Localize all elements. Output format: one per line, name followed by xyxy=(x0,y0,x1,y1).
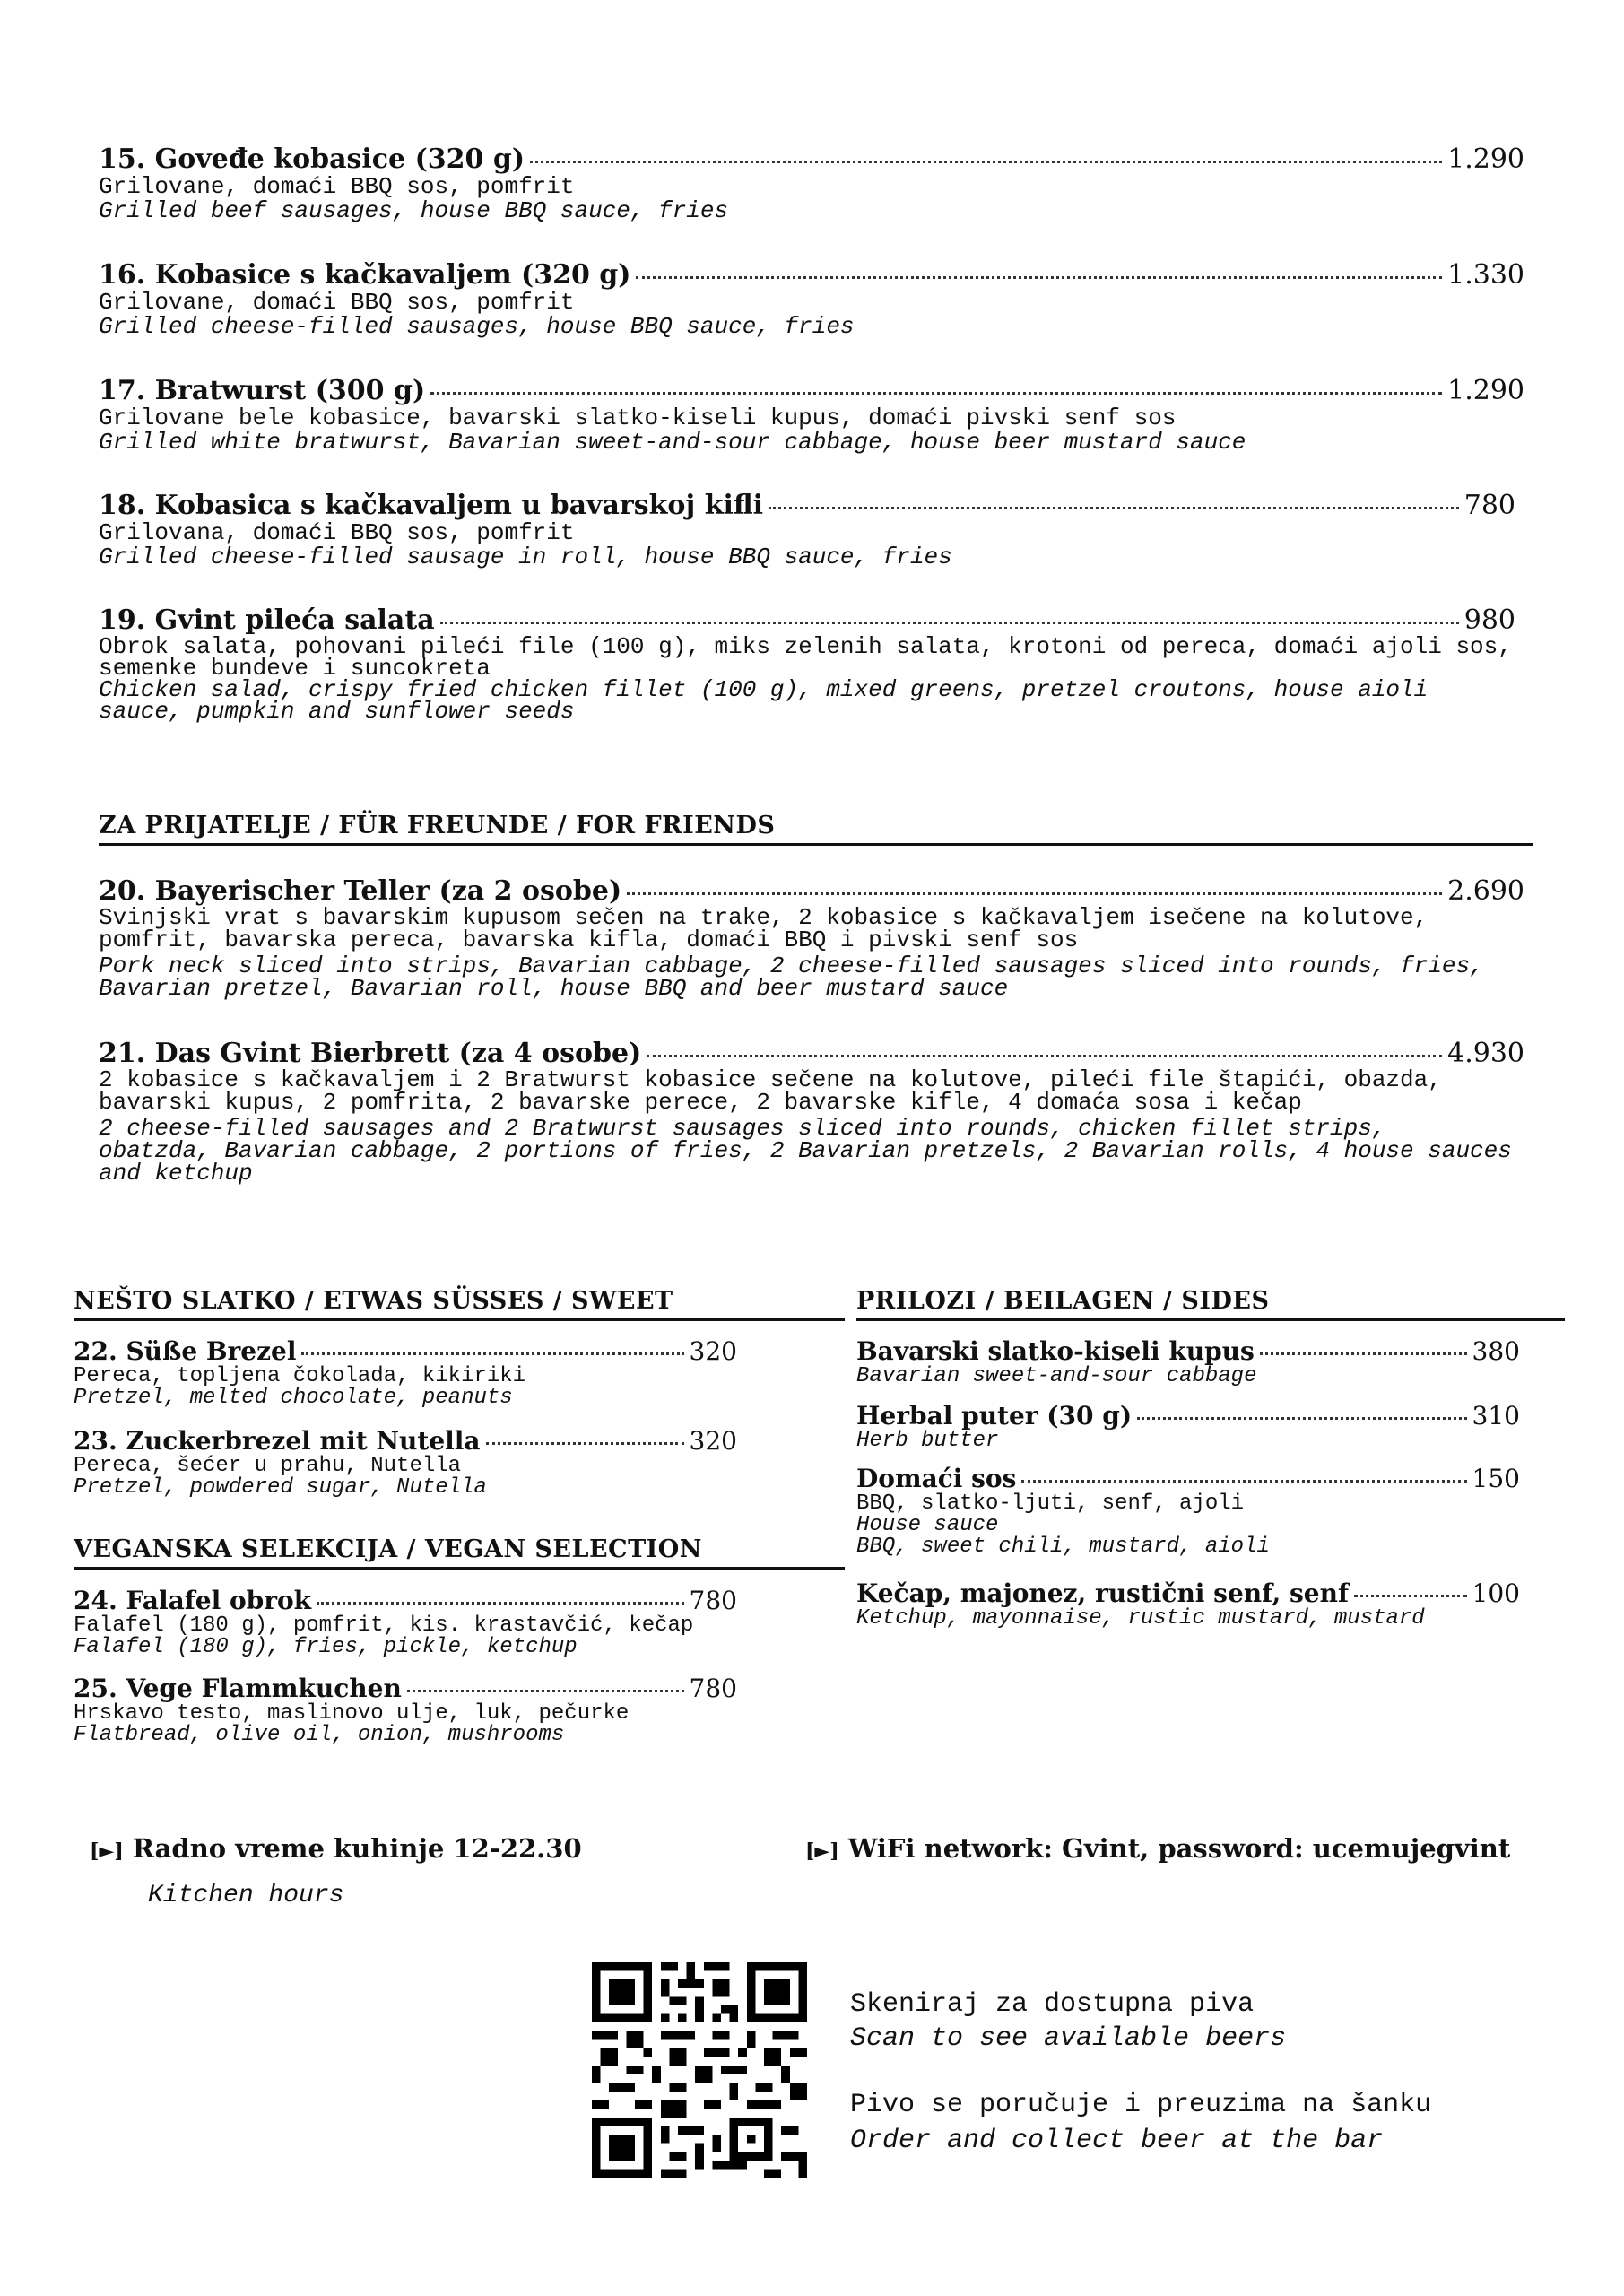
item-description-en: Pretzel, melted chocolate, peanuts xyxy=(74,1386,513,1410)
leader-dots xyxy=(1260,1352,1467,1355)
menu-item-17 xyxy=(99,375,1524,455)
qr-text-order: Pivo se poručuje i preuzima na šanku xyxy=(850,2090,1432,2120)
leader-dots xyxy=(627,892,1442,895)
item-name: 18. Kobasica s kačkavaljem u bavarskoj kifli xyxy=(99,490,764,521)
item-name: 19. Gvint pileća salata xyxy=(99,604,435,636)
item-name: 20. Bayerischer Teller (za 2 osobe) xyxy=(99,875,622,907)
leader-dots xyxy=(486,1442,684,1445)
item-name: 21. Das Gvint Bierbrett (za 4 osobe) xyxy=(99,1038,642,1069)
menu-item-15 xyxy=(99,144,1524,223)
item-description-en: Chicken salad, crispy fried chicken fillet (100 g), mixed greens, pretzel croutons, house aioli sauce, pumpkin and sunflower seeds xyxy=(99,676,1429,725)
item-price: 980 xyxy=(1463,604,1515,636)
item-description-en: Grilled white bratwurst, Bavarian sweet-and-sour cabbage, house beer mustard sauce xyxy=(99,429,1246,456)
item-description-en: Pork neck sliced into strips, Bavarian cabbage, 2 cheese-filled sausages sliced into rounds, fries, Bavarian pretzel, Bavarian roll, house BBQ and beer mustard sauce xyxy=(99,952,1484,1002)
leader-dots xyxy=(407,1690,684,1692)
item-description-en: Grilled cheese-filled sausages, house BBQ sauce, fries xyxy=(99,313,855,340)
play-arrow-icon: [►] xyxy=(805,1839,839,1863)
wifi-label: WiFi network: Gvint, password: ucemujegvint xyxy=(847,1833,1511,1864)
section-heading-sweet: NEŠTO SLATKO / ETWAS SÜSSES / SWEET xyxy=(74,1287,845,1321)
item-price: 2.690 xyxy=(1447,875,1524,907)
item-description-en: House sauce BBQ, sweet chili, mustard, aioli xyxy=(856,1513,1270,1559)
menu-item-19 xyxy=(99,604,1515,725)
item-name: Herbal puter (30 g) xyxy=(856,1401,1133,1431)
side-item-condiments xyxy=(856,1578,1520,1630)
section-heading-vegan: VEGANSKA SELEKCIJA / VEGAN SELECTION xyxy=(74,1535,845,1570)
item-price: 780 xyxy=(689,1586,737,1615)
qr-text-order-en: Order and collect beer at the bar xyxy=(850,2126,1384,2156)
item-description-en: Flatbread, olive oil, onion, mushrooms xyxy=(74,1723,565,1747)
kitchen-hours-label: Radno vreme kuhinje 12-22.30 xyxy=(132,1833,582,1864)
item-name: 17. Bratwurst (300 g) xyxy=(99,375,426,406)
leader-dots xyxy=(1137,1417,1466,1420)
menu-item-22 xyxy=(74,1336,737,1409)
item-price: 1.330 xyxy=(1447,259,1524,291)
menu-item-20 xyxy=(99,875,1524,1000)
leader-dots xyxy=(301,1352,683,1355)
item-description: Obrok salata, pohovani pileći file (100 g), miks zelenih salata, krotoni od pereca, domaći ajoli sos, semenke bundeve i suncokreta xyxy=(99,633,1512,682)
item-name: 22. Süße Brezel xyxy=(74,1336,297,1366)
item-description-en: Grilled cheese-filled sausage in roll, house BBQ sauce, fries xyxy=(99,544,952,570)
item-description-en: Falafel (180 g), fries, pickle, ketchup xyxy=(74,1635,578,1659)
item-price: 380 xyxy=(1472,1336,1520,1366)
item-description: Pereca, šećer u prahu, Nutella xyxy=(74,1454,462,1478)
leader-dots xyxy=(430,392,1442,395)
item-price: 310 xyxy=(1472,1401,1520,1431)
side-item-house-sauce xyxy=(856,1464,1520,1558)
menu-item-25 xyxy=(74,1674,737,1746)
item-price: 780 xyxy=(1463,490,1515,521)
item-name: Domaći sos xyxy=(856,1464,1017,1493)
leader-dots xyxy=(530,161,1442,163)
menu-item-24 xyxy=(74,1586,737,1658)
item-description: Grilovana, domaći BBQ sos, pomfrit xyxy=(99,519,575,546)
item-description-en: Grilled beef sausages, house BBQ sauce, fries xyxy=(99,197,729,224)
item-price: 4.930 xyxy=(1447,1038,1524,1069)
leader-dots xyxy=(317,1602,683,1605)
item-description-en: Bavarian sweet-and-sour cabbage xyxy=(856,1364,1257,1388)
item-price: 320 xyxy=(689,1336,737,1366)
kitchen-hours-en: Kitchen hours xyxy=(148,1882,344,1909)
item-description: 2 kobasice s kačkavaljem i 2 Bratwurst kobasice sečene na kolutove, pileći file štapići, obazda, bavarski kupus, 2 pomfrita, 2 bavarske perece, 2 bavarske kifle, 4 domaća sosa i kečap xyxy=(99,1066,1442,1116)
item-name: 23. Zuckerbrezel mit Nutella xyxy=(74,1426,481,1456)
item-description: Svinjski vrat s bavarskim kupusom sečen na trake, 2 kobasice s kačkavaljem isečene na kolutove, pomfrit, bavarska pereca, bavarska kifla, domaći BBQ i pivski senf sos xyxy=(99,904,1429,953)
section-heading-sides: PRILOZI / BEILAGEN / SIDES xyxy=(856,1287,1565,1321)
item-name: Bavarski slatko-kiseli kupus xyxy=(856,1336,1255,1366)
side-item-herb-butter xyxy=(856,1401,1520,1452)
qr-code-icon[interactable] xyxy=(592,1962,807,2178)
play-arrow-icon: [►] xyxy=(90,1839,124,1863)
leader-dots xyxy=(1021,1480,1466,1483)
leader-dots xyxy=(769,507,1459,509)
wifi-info xyxy=(805,1833,1510,1864)
side-item-cabbage xyxy=(856,1336,1520,1387)
qr-text-scan: Skeniraj za dostupna piva xyxy=(850,1989,1255,2020)
kitchen-hours xyxy=(90,1833,582,1864)
menu-item-18 xyxy=(99,490,1515,570)
item-description: Grilovane, domaći BBQ sos, pomfrit xyxy=(99,289,575,316)
item-name: Kečap, majonez, rustični senf, senf xyxy=(856,1578,1350,1608)
leader-dots xyxy=(636,276,1442,279)
leader-dots xyxy=(1354,1595,1467,1597)
item-price: 780 xyxy=(689,1674,737,1703)
item-price: 1.290 xyxy=(1447,144,1524,175)
item-price: 320 xyxy=(689,1426,737,1456)
menu-item-23 xyxy=(74,1426,737,1499)
menu-item-16 xyxy=(99,259,1524,339)
item-name: 16. Kobasice s kačkavaljem (320 g) xyxy=(99,259,631,291)
item-name: 24. Falafel obrok xyxy=(74,1586,312,1615)
item-name: 15. Goveđe kobasice (320 g) xyxy=(99,144,525,175)
item-description-en: 2 cheese-filled sausages and 2 Bratwurst sausages sliced into rounds, chicken fillet strips, obatzda, Bavarian cabbage, 2 portions of fries, 2 Bavarian pretzels, 2 Bavarian rolls, 4 house sauces and ketchup xyxy=(99,1115,1512,1187)
leader-dots xyxy=(440,622,1459,624)
item-description: Hrskavo testo, maslinovo ulje, luk, pečurke xyxy=(74,1701,630,1726)
item-price: 1.290 xyxy=(1447,375,1524,406)
item-description-en: Herb butter xyxy=(856,1429,999,1453)
item-description: Falafel (180 g), pomfrit, kis. krastavčić, kečap xyxy=(74,1613,694,1638)
item-description: Grilovane, domaći BBQ sos, pomfrit xyxy=(99,173,575,200)
leader-dots xyxy=(647,1055,1442,1057)
qr-text-scan-en: Scan to see available beers xyxy=(850,2023,1287,2054)
item-description: Grilovane bele kobasice, bavarski slatko-kiseli kupus, domaći pivski senf sos xyxy=(99,404,1177,431)
item-price: 100 xyxy=(1472,1578,1520,1608)
item-description-en: Ketchup, mayonnaise, rustic mustard, mustard xyxy=(856,1606,1425,1631)
menu-item-21 xyxy=(99,1038,1524,1185)
item-description: Pereca, topljena čokolada, kikiriki xyxy=(74,1364,526,1388)
item-description: BBQ, slatko-ljuti, senf, ajoli xyxy=(856,1492,1245,1516)
item-name: 25. Vege Flammkuchen xyxy=(74,1674,402,1703)
section-heading-friends: ZA PRIJATELJE / FÜR FREUNDE / FOR FRIENDS xyxy=(99,812,1533,846)
item-description-en: Pretzel, powdered sugar, Nutella xyxy=(74,1475,487,1500)
item-price: 150 xyxy=(1472,1464,1520,1493)
